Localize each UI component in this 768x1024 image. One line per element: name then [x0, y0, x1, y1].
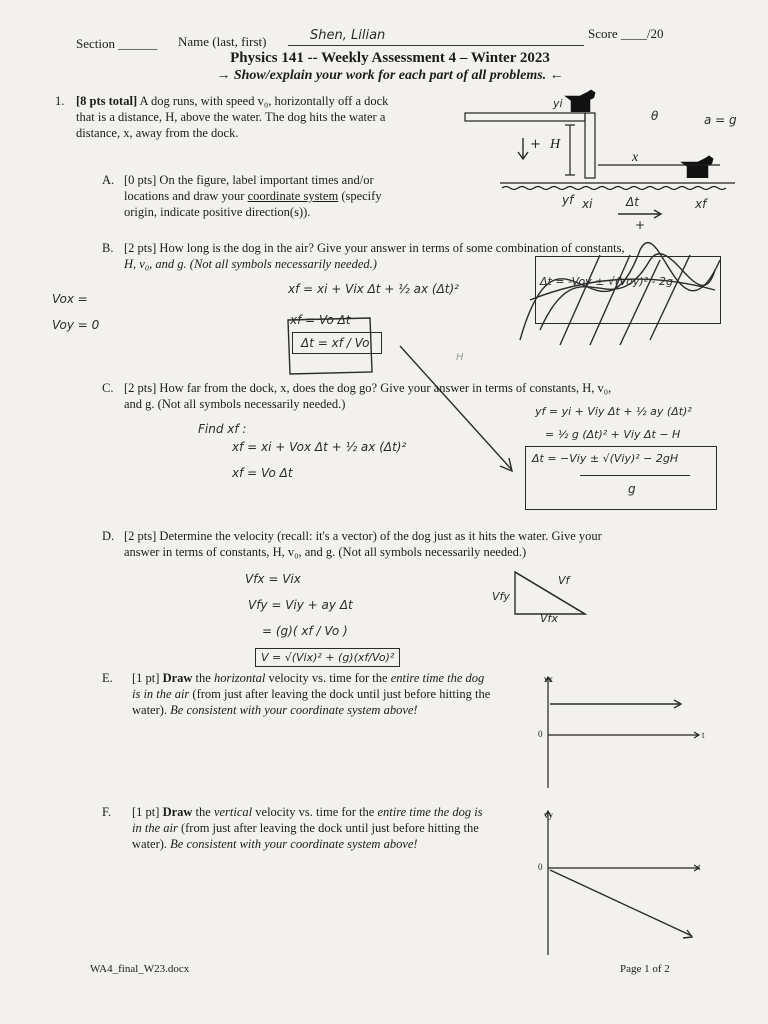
- partD-line1: Determine the velocity (recall: it's a vector) of the dog just as it hits the water. Give your: [156, 529, 602, 543]
- hw-C-r3: Δt = −Viy ± √(Viy)² − 2gH: [532, 452, 679, 465]
- partE-t2: horizontal: [213, 671, 266, 685]
- hw-D-vf: Vf: [558, 574, 570, 587]
- graph-E-zero: 0: [538, 729, 543, 739]
- hw-B-eq1: xf = xi + Vix Δt + ½ ax (Δt)²: [288, 282, 459, 296]
- partF-label: F.: [102, 805, 112, 819]
- hw-C-eq1: xf = xi + Vox Δt + ½ ax (Δt)²: [232, 440, 407, 454]
- partF-t8: Be consistent with your coordinate system above!: [170, 837, 418, 851]
- hw-B-faint-H: H: [456, 352, 464, 363]
- graph-F-y-label: vy: [544, 810, 553, 820]
- partE-label: E.: [102, 671, 113, 685]
- partE-t6: (from just after leaving the dock until just before hitting the: [189, 687, 491, 701]
- partF-t5: in the air: [132, 821, 178, 835]
- partF-t6: (from just after leaving the dock until just before hitting the: [177, 821, 479, 835]
- hw-D-vfx: Vfx: [540, 612, 558, 625]
- partA-line2a: locations and draw your: [124, 189, 248, 203]
- hw-C-r2: = ½ g (Δt)² + Viy Δt − H: [545, 428, 681, 441]
- hw-vox: Vox =: [52, 292, 88, 306]
- figure-label-H: H: [550, 137, 561, 152]
- partE-draw: Draw: [162, 671, 193, 685]
- partD-line2: answer in terms of constants, H, v₀, and g. (Not all symbols necessarily needed.): [124, 545, 527, 559]
- graph-F-zero: 0: [538, 862, 543, 872]
- partC-points: [2 pts]: [124, 381, 157, 395]
- partB-label: B.: [102, 241, 114, 255]
- partF-points: [1 pt]: [132, 805, 160, 819]
- figure-label-plus: +: [530, 137, 541, 152]
- partB-points: [2 pts]: [124, 241, 157, 255]
- figure-label-theta: θ: [651, 109, 659, 123]
- hw-D-vfy: Vfy: [492, 590, 510, 603]
- partE-t4: entire time the dog: [390, 671, 485, 685]
- figure-label-xi: xi: [582, 197, 593, 211]
- footer-page: Page 1 of 2: [620, 963, 670, 975]
- partF-draw: Draw: [162, 805, 193, 819]
- hw-C-r1: yf = yi + Viy Δt + ½ ay (Δt)²: [535, 405, 692, 418]
- graph-E-t-label: t: [702, 730, 705, 740]
- figure-label-plus-2: +: [635, 218, 646, 232]
- problem-number: 1.: [55, 94, 65, 108]
- hw-voy: Voy = 0: [52, 318, 100, 332]
- problem-text-1: A dog runs, with speed v₀, horizontally off a dock: [137, 94, 389, 108]
- score-label: Score ____/20: [588, 26, 664, 41]
- hw-D-l1: Vfx = Vix: [245, 572, 301, 586]
- hw-D-answer-box: V = √(Vix)² + (g)(xf/Vo)²: [255, 648, 400, 667]
- partC-line2: and g. (Not all symbols necessarily needed.): [124, 397, 346, 411]
- graph-E-y-label: vx: [544, 674, 553, 684]
- problem-text-2: that is a distance, H, above the water. The dog hits the water a: [76, 110, 386, 124]
- partD-points: [2 pts]: [124, 529, 157, 543]
- figure-label-a: a = g: [704, 113, 737, 127]
- partA-line2-underlined: coordinate system: [247, 189, 339, 203]
- page-subtitle: → Show/explain your work for each part of all problems. ←: [216, 68, 564, 83]
- partF-t3: velocity vs. time for the: [252, 805, 378, 819]
- partC-label: C.: [102, 381, 114, 395]
- section-label: Section ______: [76, 36, 158, 51]
- graph-F-answer-line: [550, 870, 692, 936]
- partB-line2: H, v₀, and g. (Not all symbols necessarily needed.): [124, 257, 377, 271]
- hw-B-answer-box: Δt = xf / Vo: [292, 332, 382, 354]
- partE-t5: is in the air: [132, 687, 190, 701]
- partC-line1: How far from the dock, x, does the dog go? Give your answer in terms of constants, H, v₀,: [156, 381, 612, 395]
- partE-t1: the: [192, 671, 214, 685]
- partE-t3: velocity vs. time for the: [265, 671, 391, 685]
- problem-points: [8 pts total]: [76, 94, 138, 108]
- partA-points: [0 pts]: [124, 173, 157, 187]
- hw-B-crossed-box: Δt = -Voy ± √(Voy)² - 2g: [535, 256, 721, 324]
- partA-label: A.: [102, 173, 115, 187]
- partE-t8: Be consistent with your coordinate system above!: [170, 703, 418, 717]
- partA-line3: origin, indicate positive direction(s)).: [124, 205, 311, 219]
- hw-C-r4: g: [628, 482, 636, 496]
- name-value: Shen, Lilian: [310, 28, 386, 43]
- footer-filename: WA4_final_W23.docx: [90, 963, 190, 975]
- graph-F-t-label: t: [698, 862, 701, 872]
- page-title: Physics 141 -- Weekly Assessment 4 – Winter 2023: [230, 50, 550, 66]
- partE-points: [1 pt]: [132, 671, 160, 685]
- problem-text-3: distance, x, away from the dock.: [76, 126, 239, 140]
- partF-t7: water).: [132, 837, 171, 851]
- hw-D-l3: = (g)( xf / Vo ): [262, 624, 348, 638]
- figure-label-yi: yi: [553, 97, 563, 110]
- partF-t1: the: [192, 805, 214, 819]
- hw-D-l2: Vfy = Viy + ay Δt: [248, 598, 353, 612]
- partF-t4: entire time the dog is: [377, 805, 483, 819]
- partF-t2: vertical: [213, 805, 253, 819]
- name-label: Name (last, first): [178, 34, 267, 49]
- partA-line2b: (specify: [338, 189, 382, 203]
- figure-label-x: x: [632, 150, 639, 165]
- figure-label-yf: yf: [562, 193, 574, 207]
- hw-B-eq2: xf = Vo Δt: [290, 313, 351, 327]
- partD-label: D.: [102, 529, 115, 543]
- hw-C-find: Find xf :: [198, 422, 247, 436]
- figure-label-dt: Δt: [626, 195, 639, 209]
- hw-C-eq2: xf = Vo Δt: [232, 466, 293, 480]
- partA-line1: On the figure, label important times and/or: [156, 173, 374, 187]
- partB-line1: How long is the dog in the air? Give your answer in terms of some combination of constants,: [156, 241, 625, 255]
- partE-t7: water).: [132, 703, 171, 717]
- figure-label-xf: xf: [695, 197, 707, 211]
